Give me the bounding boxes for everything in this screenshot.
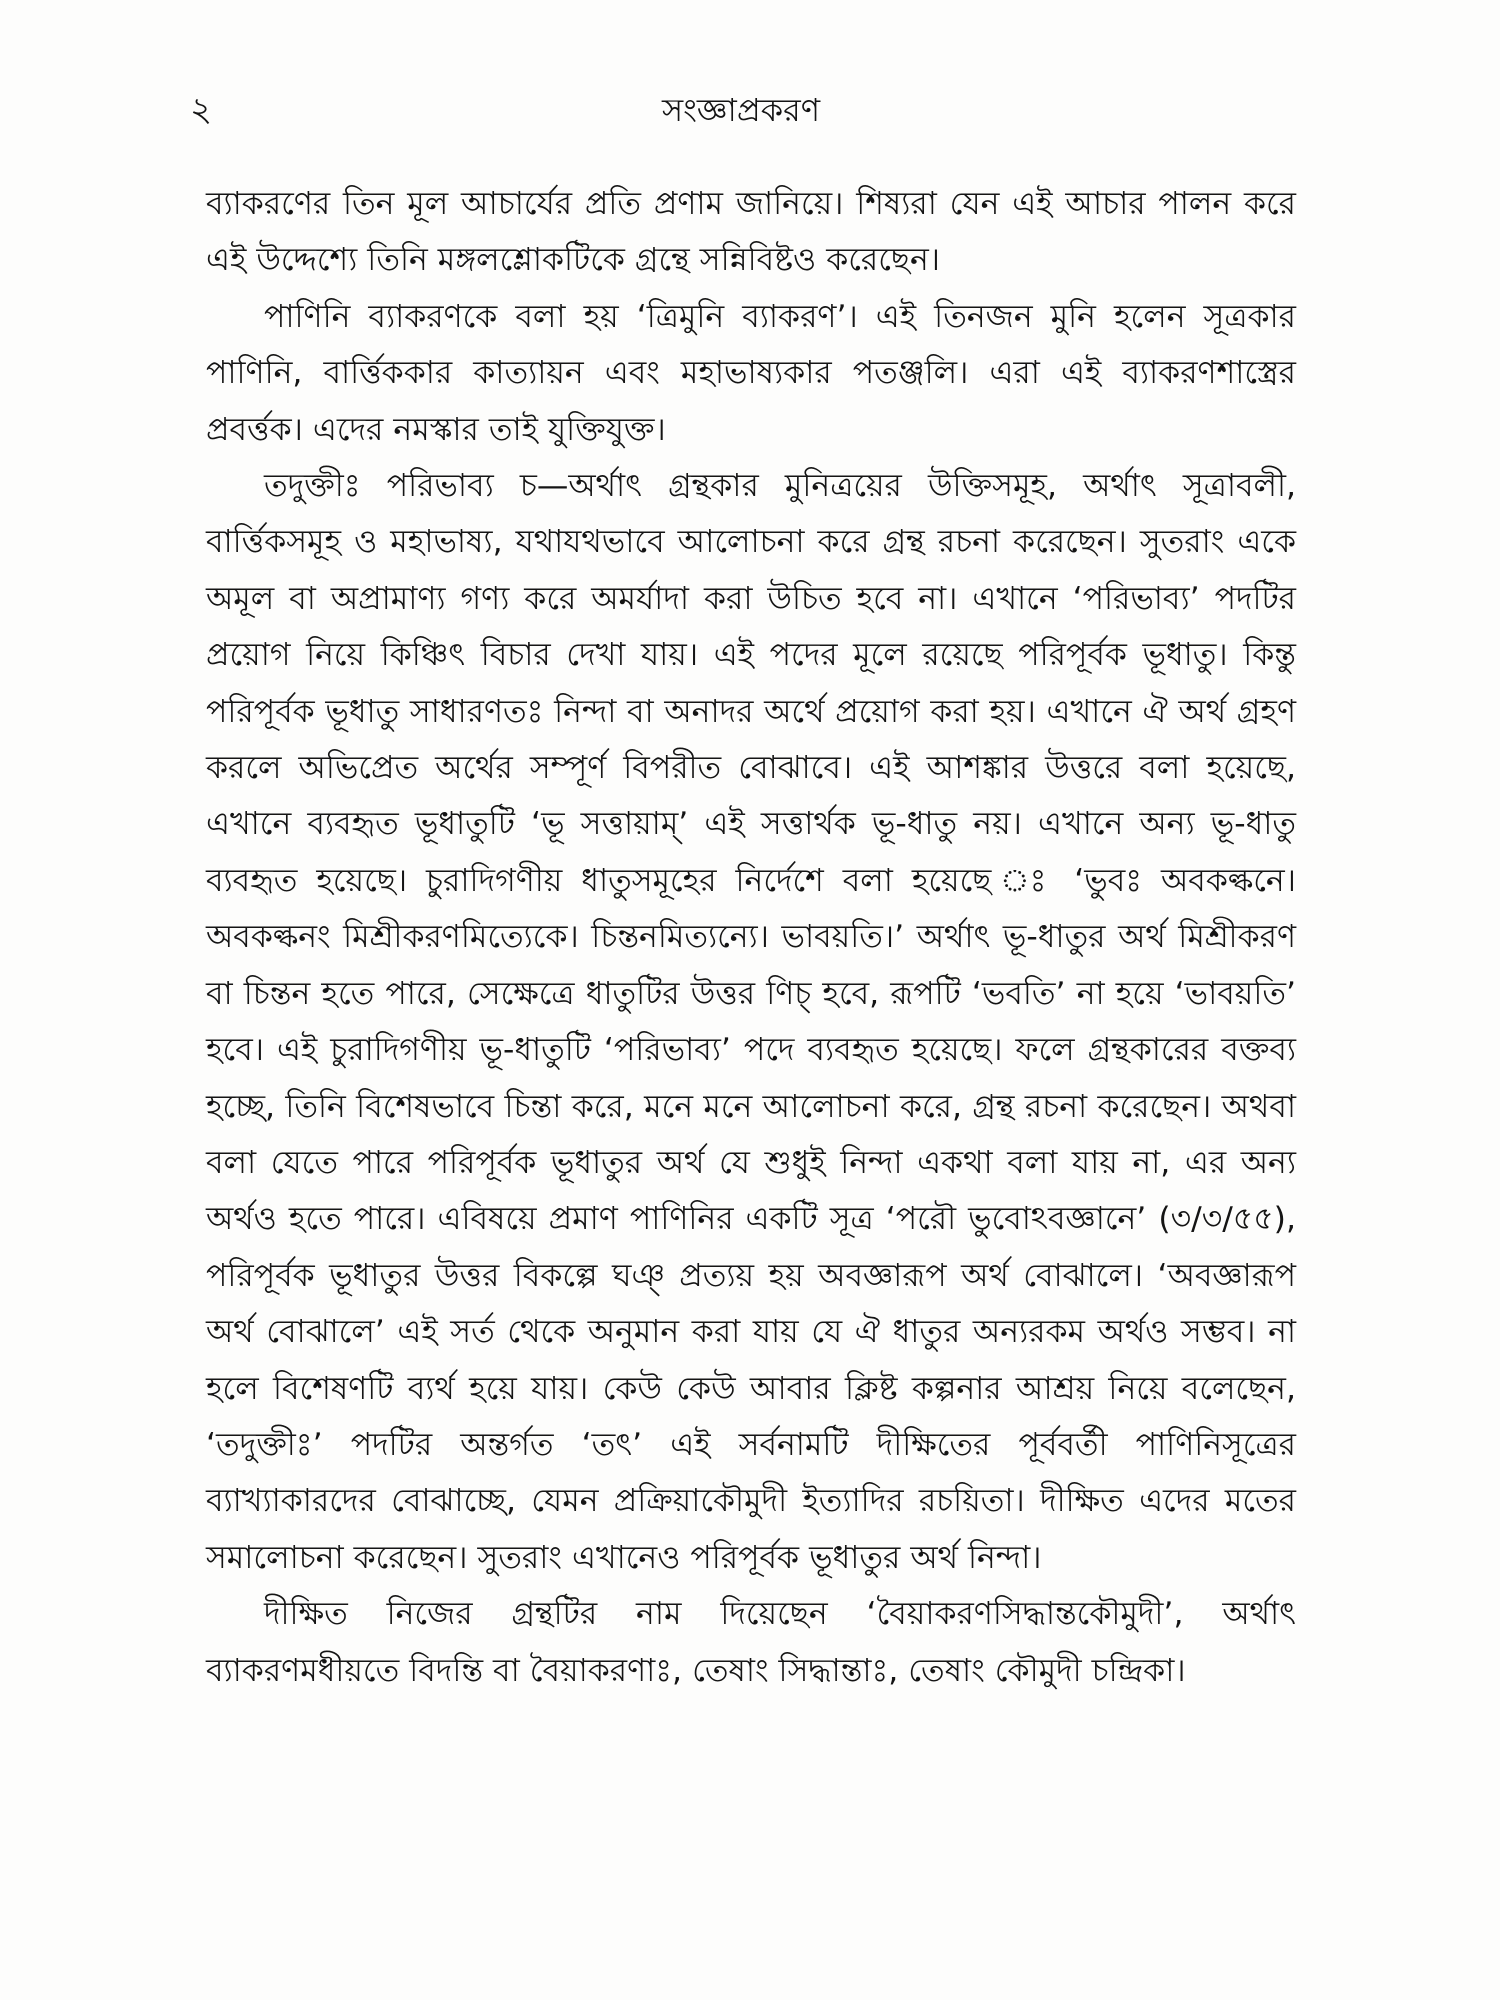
page-header [190, 88, 1490, 138]
paragraph-trimuni: পাণিনি ব্যাকরণকে বলা হয় ‘ত্রিমুনি ব্যাকরণ’। এই তিনজন মুনি হলেন সূত্রকার পাণিনি, বার্ত্তিককার কাত্যায়ন এবং মহাভাষ্যকার পতঞ্জলি। এরা এই ব্যাকরণশাস্ত্রের প্রবর্ত্তক। এদের নমস্কার তাই যুক্তিযুক্ত। [206, 298, 1296, 448]
running-title: সংজ্ঞাপ্রকরণ [662, 91, 821, 129]
paragraph-kaumudi-title: দীক্ষিত নিজের গ্রন্থটির নাম দিয়েছেন ‘বৈয়াকরণসিদ্ধান্তকৌমুদী’, অর্থাৎ ব্যাকরণমধীয়তে বিদন্তি বা বৈয়াকরণাঃ, তেষাং সিদ্ধান্তাঃ, তেষাং কৌমুদী চন্দ্রিকা। [206, 1596, 1296, 1689]
page-number: ২ [190, 90, 213, 130]
body-text [206, 176, 1296, 1699]
paragraph-continuation: ব্যাকরণের তিন মূল আচার্যের প্রতি প্রণাম জানিয়ে। শিষ্যরা যেন এই আচার পালন করে এই উদ্দেশ্যে তিনি মঙ্গলশ্লোকটিকে গ্রন্থে সন্নিবিষ্টও করেছেন। [206, 186, 1296, 279]
paragraph-paribhavya: তদুক্তীঃ পরিভাব্য চ—অর্থাৎ গ্রন্থকার মুনিত্রয়ের উক্তিসমূহ, অর্থাৎ সূত্রাবলী, বার্ত্তিকসমূহ ও মহাভাষ্য, যথাযথভাবে আলোচনা করে গ্রন্থ রচনা করেছেন। সুতরাং একে অমূল বা অপ্রামাণ্য গণ্য করে অমর্যাদা করা উচিত হবে না। এখানে ‘পরিভাব্য’ পদটির প্রয়োগ নিয়ে কিঞ্চিৎ বিচার দেখা যায়। এই পদের মূলে রয়েছে পরিপূর্বক ভূধাতু। কিন্তু পরিপূর্বক ভূধাতু সাধারণতঃ নিন্দা বা অনাদর অর্থে প্রয়োগ করা হয়। এখানে ঐ অর্থ গ্রহণ করলে অভিপ্রেত অর্থের সম্পূর্ণ বিপরীত বোঝাবে। এই আশঙ্কার উত্তরে বলা হয়েছে, এখানে ব্যবহৃত ভূধাতুটি ‘ভূ সত্তায়াম্’ এই সত্তার্থক ভূ-ধাতু নয়। এখানে অন্য ভূ-ধাতু ব্যবহৃত হয়েছে। চুরাদিগণীয় ধাতুসমূহের নির্দেশে বলা হয়েছে ঃ ‘ভুবঃ অবকল্কনে। অবকল্কনং মিশ্রীকরণমিত্যেকে। চিন্তনমিত্যন্যে। ভাবয়তি।’ অর্থাৎ ভূ-ধাতুর অর্থ মিশ্রীকরণ বা চিন্তন হতে পারে, সেক্ষেত্রে ধাতুটির উত্তর ণিচ্ হবে, রূপটি ‘ভবতি’ না হয়ে ‘ভাবয়তি’ হবে। এই চুরাদিগণীয় ভূ-ধাতুটি ‘পরিভাব্য’ পদে ব্যবহৃত হয়েছে। ফলে গ্রন্থকারের বক্তব্য হচ্ছে, তিনি বিশেষভাবে চিন্তা করে, মনে মনে আলোচনা করে, গ্রন্থ রচনা করেছেন। অথবা বলা যেতে পারে পরিপূর্বক ভূধাতুর অর্থ যে শুধুই নিন্দা একথা বলা যায় না, এর অন্য অর্থও হতে পারে। এবিষয়ে প্রমাণ পাণিনির একটি সূত্র ‘পরৌ ভুবোঽবজ্ঞানে’ (৩/৩/৫৫), পরিপূর্বক ভূধাতুর উত্তর বিকল্পে ঘঞ্ প্রত্যয় হয় অবজ্ঞারূপ অর্থ বোঝালে। ‘অবজ্ঞারূপ অর্থ বোঝালে’ এই সর্ত থেকে অনুমান করা যায় যে ঐ ধাতুর অন্যরকম অর্থও সম্ভব। না হলে বিশেষণটি ব্যর্থ হয়ে যায়। কেউ কেউ আবার ক্লিষ্ট কল্পনার আশ্রয় নিয়ে বলেছেন, ‘তদুক্তীঃ’ পদটির অন্তর্গত ‘তৎ’ এই সর্বনামটি দীক্ষিতের পূর্ববর্তী পাণিনিসূত্রের ব্যাখ্যাকারদের বোঝাচ্ছে, যেমন প্রক্রিয়াকৌমুদী ইত্যাদির রচয়িতা। দীক্ষিত এদের মতের সমালোচনা করেছেন। সুতরাং এখানেও পরিপূর্বক ভূধাতুর অর্থ নিন্দা। [206, 468, 1296, 1576]
